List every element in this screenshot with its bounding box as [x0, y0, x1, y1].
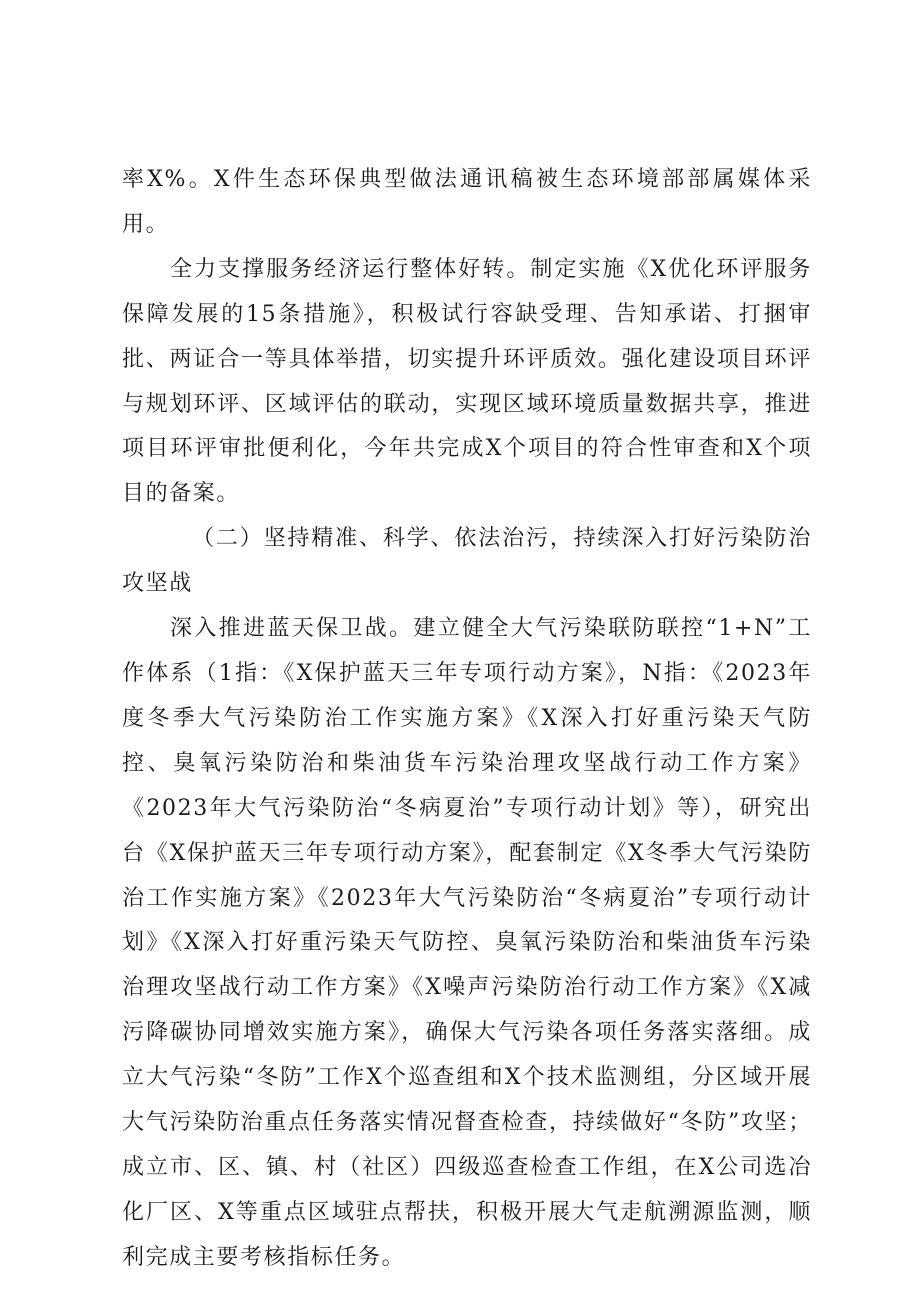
section-heading: （二）坚持精准、科学、依法治污，持续深入打好污染防治攻坚战: [122, 526, 812, 597]
paragraph-continuation: 率X%。X件生态环保典型做法通讯稿被生态环境部部属媒体采用。: [122, 167, 812, 237]
paragraph-blue-sky-defense: 深入推进蓝天保卫战。建立健全大气污染联防联控“1+N”工作体系（1指：《X保护蓝天三年专项行动方案》，N指：《2023年度冬季大气污染防治工作实施方案》《X深入打好重污染天气防控、臭氧污染防治和柴油货车污染治理攻坚战行动工作方案》《2023年大气污染防治“冬病夏治”专项行动计划》等），研究出台《X保护蓝天三年专项行动方案》，配套制定《X冬季大气污染防治工作实施方案》《2023年大气污染防治“冬病夏治”专项行动计划》《X深入打好重污染天气防控、臭氧污染防治和柴油货车污染治理攻坚战行动工作方案》《X噪声污染防治行动工作方案》《X减污降碳协同增效实施方案》，确保大气污染各项任务落实落细。成立大气污染“冬防”工作X个巡查组和X个技术监测组，分区域开展大气污染防治重点任务落实情况督查检查，持续做好“冬防”攻坚；成立市、区、镇、村（社区）四级巡查检查工作组，在X公司选冶化厂区、X等重点区域驻点帮扶，积极开展大气走航溯源监测，顺利完成主要考核指标任务。: [122, 616, 812, 1270]
paragraph-economy-support: 全力支撑服务经济运行整体好转。制定实施《X优化环评服务保障发展的15条措施》，积极试行容缺受理、告知承诺、打捆审批、两证合一等具体举措，切实提升环评质效。强化建设项目环评与规划环评、区域评估的联动，实现区域环境质量数据共享，推进项目环评审批便利化，今年共完成X个项目的符合性审查和X个项目的备案。: [122, 256, 812, 507]
document-body: [122, 158, 812, 1281]
